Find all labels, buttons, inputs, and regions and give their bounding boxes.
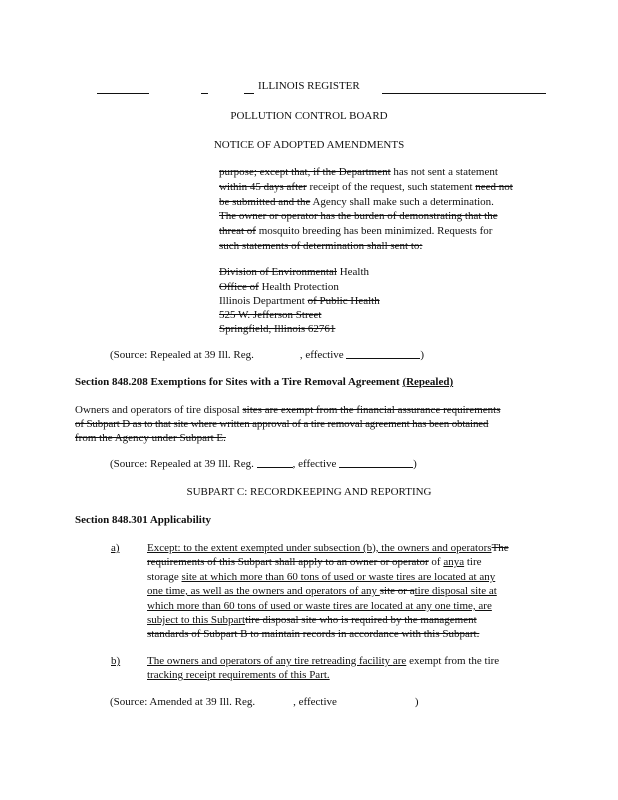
source-note-2: [110, 457, 417, 470]
section-208-line3: from the Agency under Subpart E.: [75, 432, 226, 444]
section-208-line1: [75, 404, 501, 416]
text: Health: [336, 266, 370, 278]
address-line-2: [219, 281, 339, 293]
text: tire: [464, 556, 482, 568]
section-301-heading: Section 848.301 Applicability: [75, 514, 211, 526]
deleted-text: be submitted and the: [219, 196, 311, 208]
subsection-a-line4: [147, 585, 497, 597]
header-rule-left-2: [201, 93, 208, 94]
section-208-heading: [75, 376, 453, 388]
board-name: POLLUTION CONTROL BOARD: [230, 110, 388, 122]
address-line-3: [219, 295, 380, 307]
notice-title: NOTICE OF ADOPTED AMENDMENTS: [213, 139, 405, 151]
subsection-a-line3: [147, 571, 495, 583]
deleted-text: site or a: [379, 585, 415, 597]
deleted-text: Office of: [219, 281, 259, 293]
date-blank: [339, 457, 413, 468]
inserted-text: subject to this Subpart: [147, 614, 246, 626]
block1-line5: [219, 225, 492, 237]
source-text: (Source: Amended at 39 Ill. Reg.: [110, 696, 256, 708]
inserted-text: anya: [443, 556, 465, 568]
source-text: (Source: Repealed at 39 Ill. Reg.: [110, 349, 254, 361]
source-note-3: [110, 696, 419, 708]
inserted-text: site at which more than 60 tons of used or waste tires are located at any: [181, 571, 496, 583]
text: Agency shall make such a determination.: [310, 196, 494, 208]
deleted-text: purpose; except that, if the Department: [219, 166, 391, 178]
subsection-a-line6: [147, 614, 477, 626]
deleted-text: tire disposal site who is required by the management: [245, 614, 477, 626]
subsection-a-line2: [147, 556, 482, 568]
header-rule-left-1: [97, 93, 149, 94]
text: of: [428, 556, 444, 568]
inserted-text: The owners and operators of any tire retreading facility: [147, 655, 393, 667]
block1-line2: [219, 181, 513, 193]
subsection-a-label: a): [111, 542, 120, 554]
inserted-text: are: [392, 655, 407, 667]
block1-line6: such statements of determination shall sent to:: [219, 240, 423, 252]
header-rule-right: [382, 93, 546, 94]
deleted-text: requirements of this Subpart shall apply to an owner or operator: [147, 556, 429, 568]
text: Illinois Department: [219, 295, 308, 307]
section-title: Section 848.208 Exemptions for Sites with a Tire Removal Agreement: [75, 376, 400, 388]
address-line-1: [219, 266, 369, 278]
text: Owners and operators of tire disposal: [75, 404, 243, 416]
deleted-text: need not: [475, 181, 513, 193]
source-effective: , effective: [292, 458, 337, 470]
text: storage: [147, 571, 182, 583]
subsection-a-line5: which more than 60 tons of used or waste tires are located at any one time, are: [147, 600, 492, 612]
source-close: ): [414, 696, 419, 708]
reg-blank: [257, 457, 293, 468]
source-close: ): [420, 349, 425, 361]
repealed-label: (Repealed): [402, 376, 454, 388]
block1-line4: The owner or operator has the burden of demonstrating that the: [219, 210, 498, 222]
subsection-a-line7: standards of Subpart B to maintain records in accordance with this Subpart.: [147, 628, 480, 640]
deleted-text: of Public Health: [307, 295, 380, 307]
inserted-text: tire disposal site at: [414, 585, 497, 597]
date-blank: [346, 348, 420, 359]
inserted-text: one time, as well as the owners and operators of any: [147, 585, 380, 597]
source-close: ): [413, 458, 417, 470]
source-effective: , effective: [299, 349, 344, 361]
text: Health Protection: [258, 281, 339, 293]
deleted-text: within 45 days after: [219, 181, 307, 193]
deleted-text: threat of: [219, 225, 256, 237]
source-note-1: [110, 348, 424, 361]
text: exempt from the tire: [406, 655, 500, 667]
block1-line1: [219, 166, 498, 178]
subsection-b-label: b): [111, 655, 121, 667]
text: has not sent a statement: [390, 166, 498, 178]
header-rule-left-3: [244, 93, 254, 94]
subsection-b-line1: [147, 655, 499, 667]
deleted-text: Division of Environmental: [219, 266, 337, 278]
subsection-a-line1: [147, 542, 509, 554]
register-title: ILLINOIS REGISTER: [258, 80, 360, 92]
subsection-b-line2: tracking receipt requirements of this Part.: [147, 669, 330, 681]
section-208-line2: of Subpart D as to that site where written approval of a tire removal agreement has been obtained: [75, 418, 489, 430]
inserted-text: Except: to the extent exempted under subsection (b), the owners and operators: [147, 542, 492, 554]
address-line-4: 525 W. Jefferson Street: [219, 309, 322, 321]
block1-line3: [219, 196, 494, 208]
text: receipt of the request, such statement: [306, 181, 476, 193]
source-effective: , effective: [293, 696, 337, 708]
deleted-text: sites are exempt from the financial assurance requirements: [242, 404, 501, 416]
deleted-text: The: [491, 542, 509, 554]
address-line-5: Springfield, Illinois 62761: [219, 323, 336, 335]
text: mosquito breeding has been minimized. Requests for: [255, 225, 493, 237]
subpart-heading: SUBPART C: RECORDKEEPING AND REPORTING: [186, 486, 432, 498]
source-text: (Source: Repealed at 39 Ill. Reg.: [110, 458, 254, 470]
